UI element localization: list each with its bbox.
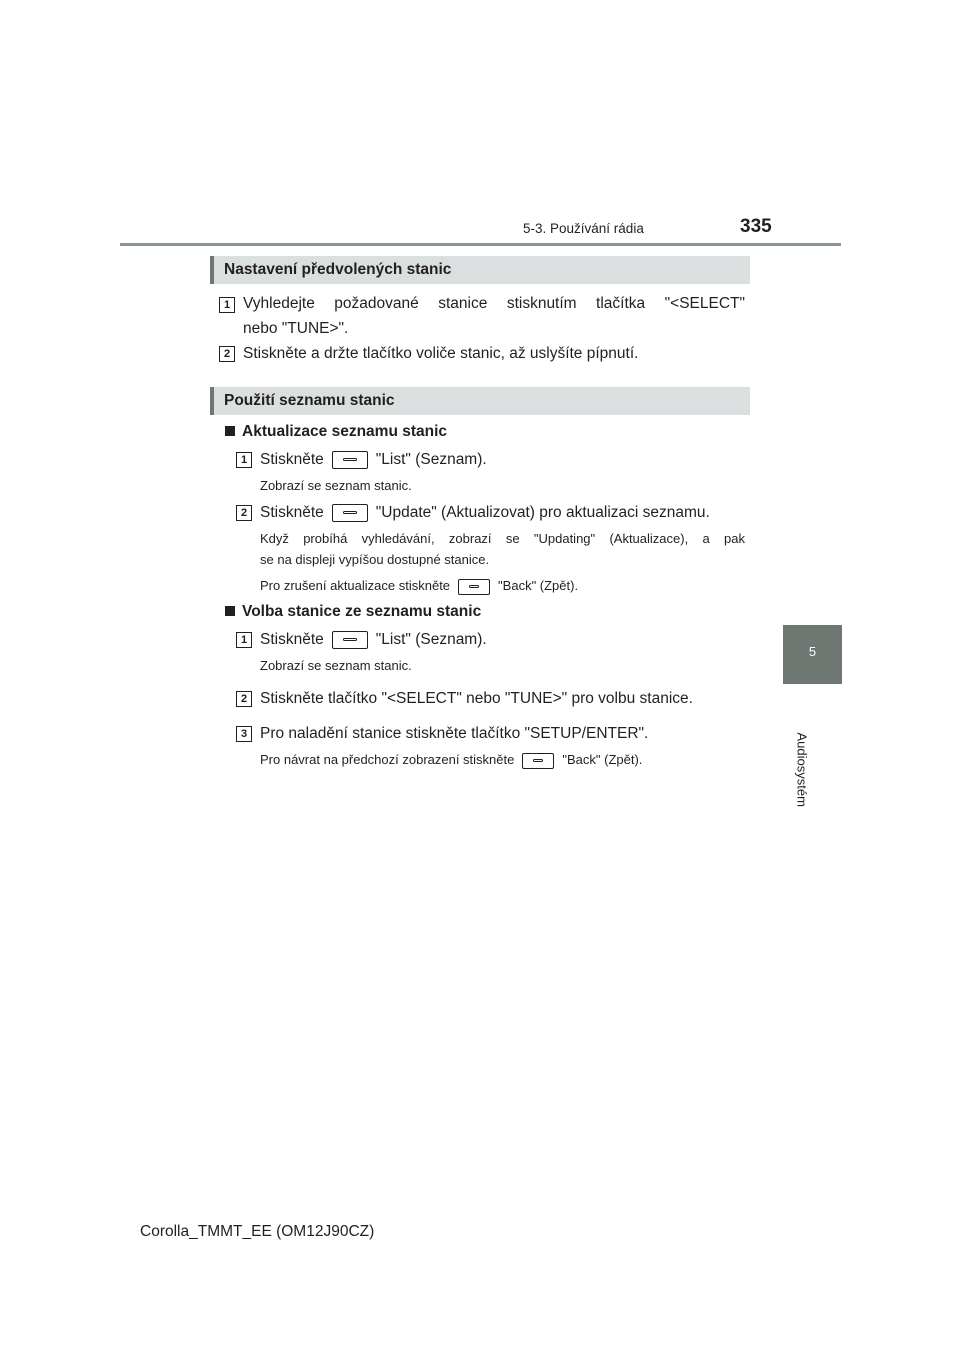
chapter-tab — [783, 625, 842, 684]
step-note: Pro zrušení aktualizace stiskněte "Back" (Zpět). — [260, 578, 579, 593]
button-icon — [332, 504, 368, 522]
step-badge: 3 — [236, 726, 252, 742]
step-text: Stiskněte "List" (Seznam). — [260, 451, 487, 468]
step-badge: 2 — [219, 346, 235, 362]
step-text-cont: nebo "TUNE>". — [243, 320, 349, 337]
step-text: Vyhledejte požadované stanice stisknutím tlačítka "<SELECT" — [243, 295, 745, 312]
step-note-cont: se na displeji vypíšou dostupné stanice. — [260, 552, 490, 567]
button-icon — [458, 579, 490, 595]
step-note: Pro návrat na předchozí zobrazení stiskněte "Back" (Zpět). — [260, 752, 643, 767]
header-divider — [120, 243, 841, 246]
step-text: Stiskněte "List" (Seznam). — [260, 631, 487, 648]
section-accent — [210, 387, 214, 415]
button-icon — [332, 631, 368, 649]
subheading-select-station: Volba stanice ze seznamu stanic — [225, 603, 481, 621]
section-title: Nastavení předvolených stanic — [224, 261, 452, 278]
chapter-label: Audiosystém — [794, 732, 810, 807]
step-note: Zobrazí se seznam stanic. — [260, 658, 412, 673]
step-text: Stiskněte "Update" (Aktualizovat) pro aktualizaci seznamu. — [260, 504, 710, 521]
step-text: Pro naladění stanice stiskněte tlačítko "SETUP/ENTER". — [260, 725, 649, 742]
step-badge: 1 — [219, 297, 235, 313]
chapter-number: 5 — [808, 644, 817, 659]
step-badge: 1 — [236, 632, 252, 648]
header-section-title: 5-3. Používání rádia — [523, 221, 644, 236]
subheading-update-list: Aktualizace seznamu stanic — [225, 423, 447, 441]
step-text: Stiskněte tlačítko "<SELECT" nebo "TUNE>" pro volbu stanice. — [260, 690, 693, 707]
step-badge: 2 — [236, 505, 252, 521]
section-accent — [210, 256, 214, 284]
step-note: Zobrazí se seznam stanic. — [260, 478, 412, 493]
step-text: Stiskněte a držte tlačítko voliče stanic, až uslyšíte pípnutí. — [243, 345, 639, 362]
step-badge: 1 — [236, 452, 252, 468]
section-heading-station-list — [210, 387, 750, 415]
footer-document-id: Corolla_TMMT_EE (OM12J90CZ) — [140, 1223, 375, 1240]
square-bullet-icon — [225, 606, 235, 616]
button-icon — [332, 451, 368, 469]
button-icon — [522, 753, 554, 769]
square-bullet-icon — [225, 426, 235, 436]
step-note: Když probíhá vyhledávání, zobrazí se "Updating" (Aktualizace), a pak — [260, 531, 745, 546]
section-heading-presets — [210, 256, 750, 284]
page-number: 335 — [740, 216, 772, 237]
section-title: Použití seznamu stanic — [224, 392, 395, 409]
step-badge: 2 — [236, 691, 252, 707]
